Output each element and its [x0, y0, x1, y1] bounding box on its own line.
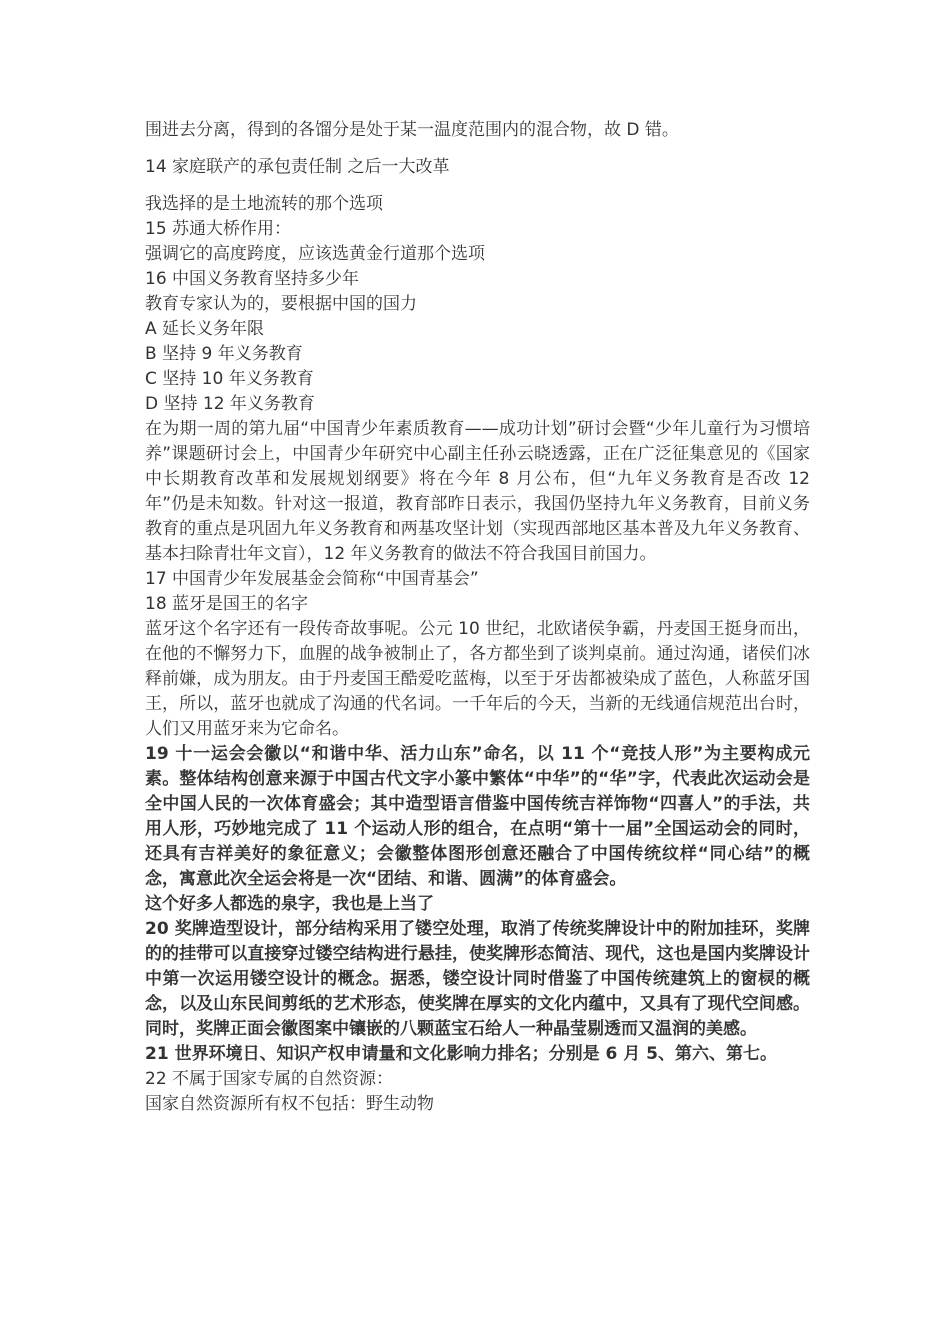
text-line: 教育专家认为的，要根据中国的国力: [145, 294, 417, 314]
text-line: 国家自然资源所有权不包括：野生动物: [145, 1094, 434, 1114]
option-c: C 坚持 10 年义务教育: [145, 369, 314, 389]
option-a: A 延长义务年限: [145, 319, 265, 339]
document-body: [145, 118, 810, 1117]
question-15: 15 苏通大桥作用：: [145, 219, 292, 239]
paragraph-question-20: 20 奖牌造型设计，部分结构采用了镂空处理，取消了传统奖牌设计中的附加挂环，奖牌的的挂带可以直接穿过镂空结构进行悬挂，使奖牌形态简洁、现代，这也是国内奖牌设计中第一次运用镂空设计的概念。据悉，镂空设计同时借鉴了中国传统建筑上的窗棂的概念，以及山东民间剪纸的艺术形态，使奖牌在厚实的文化内蕴中，又具有了现代空间感。同时，奖牌正面会徽图案中镶嵌的八颗蓝宝石给人一种晶莹剔透而又温润的美感。: [145, 919, 810, 1039]
text-line: 我选择的是土地流转的那个选项: [145, 194, 383, 214]
question-14: 14 家庭联产的承包责任制 之后一大改革: [145, 157, 450, 177]
question-17: 17 中国青少年发展基金会简称“中国青基会”: [145, 569, 479, 589]
question-22: 22 不属于国家专属的自然资源：: [145, 1069, 394, 1089]
paragraph-education: 在为期一周的第九届“中国青少年素质教育——成功计划”研讨会暨“少年儿童行为习惯培养”课题研讨会上，中国青少年研究中心副主任孙云晓透露，正在广泛征集意见的《国家中长期教育改革和发展规划纲要》将在今年 8 月公布，但“九年义务教育是否改 12 年”仍是未知数。针对这一报道，教育部昨日表示，我国仍坚持九年义务教育，目前义务教育的重点是巩固九年义务教育和两基攻坚计划（实现西部地区基本普及九年义务教育、基本扫除青壮年文盲），12 年义务教育的做法不符合我国目前国力。: [145, 419, 810, 564]
paragraph-question-19: 19 十一运会会徽以“和谐中华、活力山东”命名，以 11 个“竞技人形”为主要构成元素。整体结构创意来源于中国古代文字小篆中繁体“中华”的“华”字，代表此次运动会是全中国人民的一次体育盛会；其中造型语言借鉴中国传统吉祥饰物“四喜人”的手法，共用人形，巧妙地完成了 11 个运动人形的组合，在点明“第十一届”全国运动会的同时，还具有吉祥美好的象征意义；会徽整体图形创意还融合了中国传统纹样“同心结”的概念，寓意此次全运会将是一次“团结、和谐、圆满”的体育盛会。: [145, 744, 810, 889]
option-b: B 坚持 9 年义务教育: [145, 344, 303, 364]
paragraph-bluetooth: 蓝牙这个名字还有一段传奇故事呢。公元 10 世纪，北欧诸侯争霸，丹麦国王挺身而出，在他的不懈努力下，血腥的战争被制止了，各方都坐到了谈判桌前。通过沟通，诸侯们冰释前嫌，成为朋友。由于丹麦国王酷爱吃蓝梅，以至于牙齿都被染成了蓝色，人称蓝牙国王，所以，蓝牙也就成了沟通的代名词。一千年后的今天，当新的无线通信规范出台时，人们又用蓝牙来为它命名。: [145, 619, 810, 739]
question-16: 16 中国义务教育坚持多少年: [145, 269, 360, 289]
text-line: 这个好多人都选的泉字，我也是上当了: [145, 894, 434, 914]
text-line: 强调它的高度跨度，应该选黄金行道那个选项: [145, 244, 485, 264]
question-18: 18 蓝牙是国王的名字: [145, 594, 309, 614]
option-d: D 坚持 12 年义务教育: [145, 394, 315, 414]
paragraph-question-21: 21 世界环境日、知识产权申请量和文化影响力排名；分别是 6 月 5、第六、第七。: [145, 1044, 777, 1064]
text-line: 围进去分离，得到的各馏分是处于某一温度范围内的混合物，故 D 错。: [145, 120, 679, 140]
